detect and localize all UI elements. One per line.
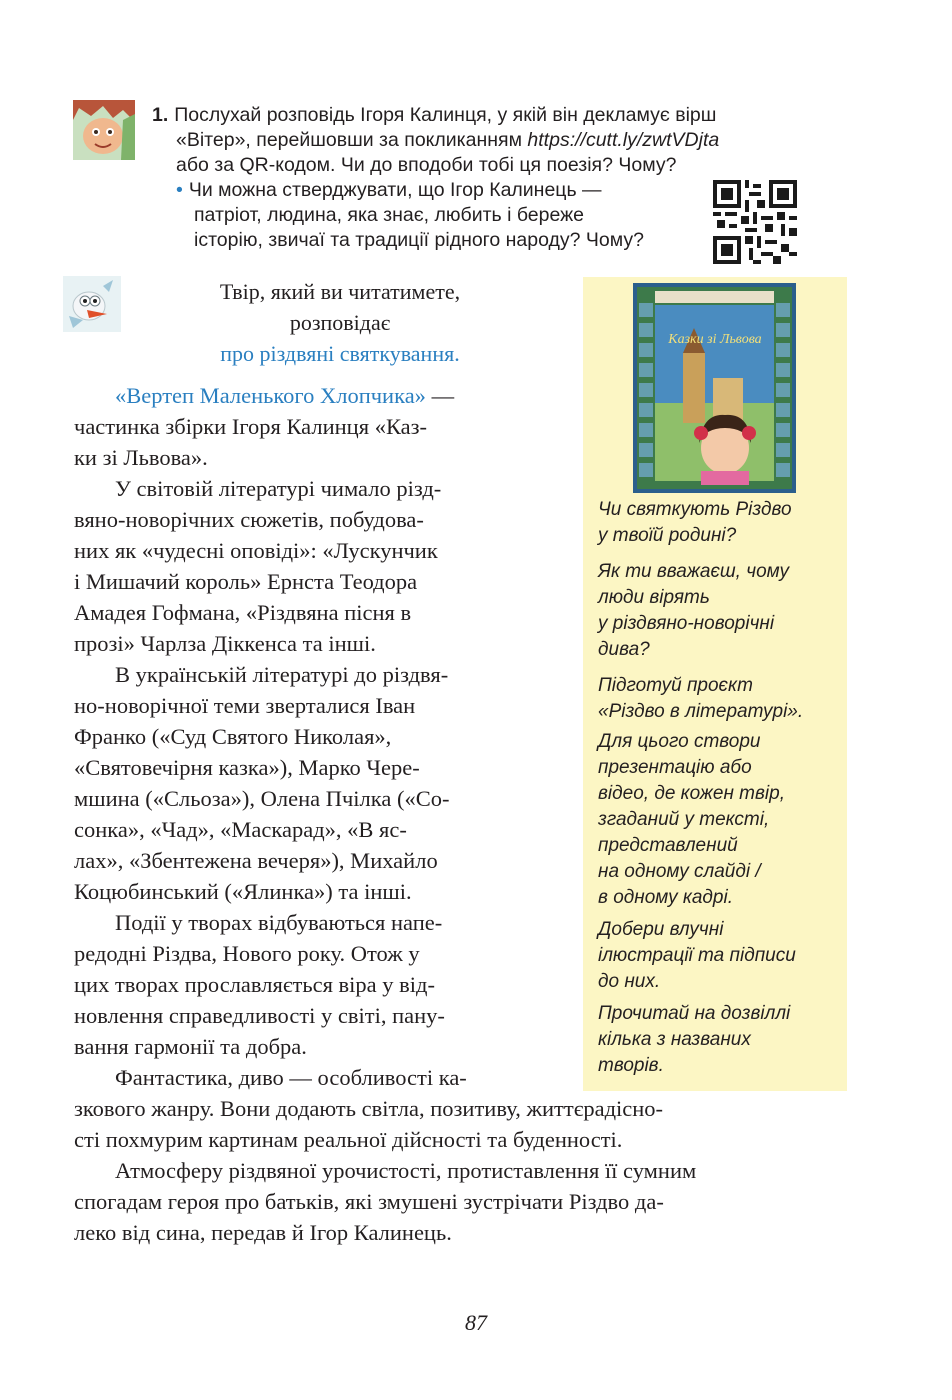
text-line: Коцюбинський («Ялинка») та інші. <box>74 879 412 904</box>
intro-highlight: про різдвяні святкування. <box>220 341 460 366</box>
text-line: вяно-новорічних сюжетів, побудова- <box>74 507 424 532</box>
bullet-question-line: Чи можна стверджувати, що Ігор Калинець — <box>188 179 602 201</box>
intro-line: Твір, який ви читатимете, <box>219 279 461 304</box>
text-line: Фантастика, диво — особливості ка- <box>115 1065 467 1090</box>
boy-character-icon <box>73 100 135 160</box>
text-line: Амадея Гофмана, «Різдвяна пісня в <box>74 600 412 625</box>
text-line: Атмосферу різдвяної урочистості, протиставлення її сумним <box>115 1158 697 1183</box>
text-line: сті похмурим картинам реальної дійсності та буденності. <box>74 1127 623 1152</box>
task-link[interactable]: https://cutt.ly/zwtVDjta <box>527 129 720 151</box>
task-line: «Вітер», перейшовши за покликанням <box>176 129 528 151</box>
text-line: В українській літературі до різдвя- <box>115 662 449 687</box>
main-text: «Вертеп Маленького Хлопчика» — частинка збірки Ігоря Калинця «Каз- ки зі Львова». У світовій літературі чимало різд- вяно-новорічних сюжетів, побудова- них як «чудесні оповіді»: «Лускунчик і Мишачий король» Ернста Теодора Амадея Гофмана, «Різдвяна пісня в прозі» Чарлза Діккенса та інші. В українській літературі до різдвя- но-новорічної теми зверталися Іван Франко («Суд Святого Николая», «Святовечірня казка»), Марко Чере- мшина («Сльоза»), Олена Пчілка («Со- сонка», «Чад», «Маскарад», «В яс- лах», «Збентежена вечеря»), Михайло Коцюбинський («Ялинка») та інші. Події у творах відбуваються напе- редодні Різдва, Нового року. Отож у цих творах прославляється віра у від- новлення справедливості у світі, пану- вання гармонії та добра. Фантастика, диво — особливості ка- зкового жанру. Вони додають світла, позитиву, життєрадісно- сті похмурим картинам реальної дійсності та буденності. Атмосферу різдвяної урочистості, протиставлення її сумним спогадам героя про батьків, які змушені зустрічати Різдво да- леко від сина, передав й Ігор Калинець. <box>74 380 696 1248</box>
book-cover-title: Казки зі Львова <box>668 332 762 347</box>
text-line: них як «чудесні оповіді»: «Лускунчик <box>74 538 438 563</box>
sidebar-task: Прочитай на дозвіллі кілька з названих творів. <box>598 1003 791 1076</box>
text-line: Франко («Суд Святого Николая», <box>74 724 392 749</box>
sidebar-question: Чи святкують Різдво у твоїй родині? <box>598 499 792 546</box>
text-line: мшина («Сльоза»), Олена Пчілка («Со- <box>74 786 450 811</box>
text-line: частинка збірки Ігоря Калинця «Каз- <box>74 414 428 439</box>
page-number: 87 <box>465 1310 487 1335</box>
bullet-icon: • <box>176 179 183 201</box>
text-line: Події у творах відбуваються напе- <box>115 910 443 935</box>
text-line: новлення справедливості у світі, пану- <box>74 1003 445 1028</box>
text-line: сонка», «Чад», «Маскарад», «В яс- <box>74 817 407 842</box>
task-line: або за QR-кодом. Чи до вподоби тобі ця поезія? Чому? <box>176 154 677 176</box>
task-number: 1. <box>152 104 169 126</box>
text-line: прозі» Чарлза Діккенса та інші. <box>74 631 376 656</box>
sidebar-task: Для цього створи презентацію або відео, де кожен твір, згаданий у тексті, представлений на одному слайді / в одному кадрі. <box>598 731 785 908</box>
text-line: леко від сина, передав й Ігор Калинець. <box>74 1220 452 1245</box>
text-line: лах», «Збентежена вечеря»), Михайло <box>74 848 438 873</box>
bird-character-icon <box>63 276 121 332</box>
task-line: Послухай розповідь Ігоря Калинця, у якій він декламує вірш <box>174 104 717 126</box>
text-line: ки зі Львова». <box>74 445 208 470</box>
qr-code[interactable] <box>713 180 797 264</box>
intro-block <box>120 276 560 369</box>
intro-line: розповідає <box>289 310 391 335</box>
sidebar-question: Як ти вважаєш, чому люди вірять у різдвяно-новорічні дива? <box>598 561 789 660</box>
text-line: вання гармонії та добра. <box>74 1034 307 1059</box>
text-line: цих творах прославляється віра у від- <box>74 972 435 997</box>
text-line: редодні Різдва, Нового року. Отож у <box>74 941 420 966</box>
sidebar-task: Добери влучні ілюстрації та підписи до них. <box>598 919 796 992</box>
text-line: но-новорічної теми зверталися Іван <box>74 693 416 718</box>
bullet-question-line: історію, звичаї та традиції рідного народу? Чому? <box>194 229 644 251</box>
text-line: спогадам героя про батьків, які змушені зустрічати Різдво да- <box>74 1189 664 1214</box>
text-line: У світовій літературі чимало різд- <box>115 476 442 501</box>
bullet-question-line: патріот, людина, яка знає, любить і береже <box>194 204 584 226</box>
text-line: і Мишачий король» Ернста Теодора <box>74 569 418 594</box>
sidebar-task: Підготуй проєкт «Різдво в літературі». <box>598 675 804 722</box>
text-line: «Святовечірня казка»), Марко Чере- <box>74 755 420 780</box>
work-title: «Вертеп Маленького Хлопчика» <box>115 383 426 408</box>
text-line: зкового жанру. Вони додають світла, позитиву, життєрадісно- <box>74 1096 664 1121</box>
